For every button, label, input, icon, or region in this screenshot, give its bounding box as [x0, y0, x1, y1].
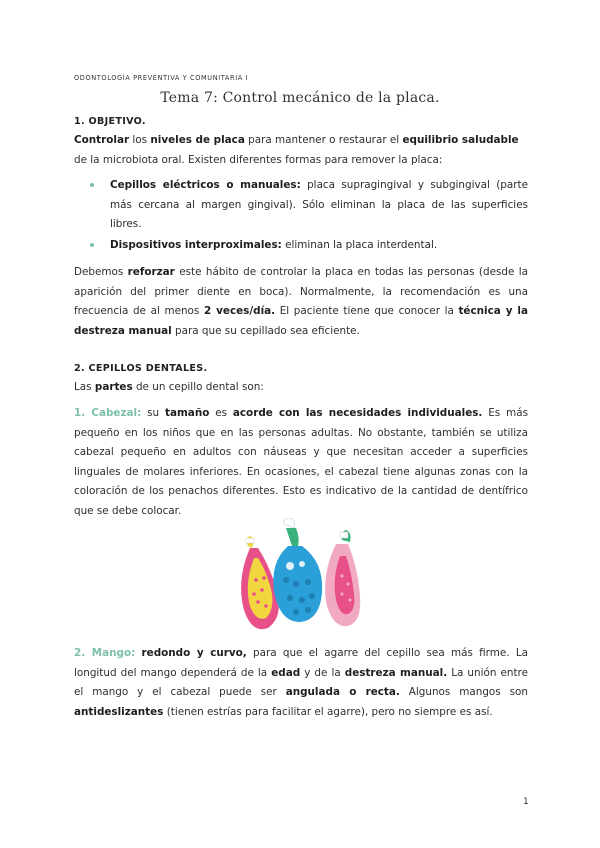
text: es — [209, 407, 233, 419]
list-item — [110, 176, 528, 235]
list-item — [110, 236, 528, 256]
page-header: ODONTOLOGÍA PREVENTIVA Y COMUNITARIA I — [74, 74, 249, 82]
toothbrush-pink — [325, 530, 360, 626]
page-number: 1 — [523, 797, 529, 807]
mango-paragraph — [74, 644, 528, 722]
bold-text: tamaño — [165, 407, 210, 419]
page-title: Tema 7: Control mecánico de la placa. — [160, 90, 440, 106]
text: El paciente tiene que conocer la — [275, 305, 459, 318]
text: La unión entre el mango y el cabezal puede ser — [74, 666, 528, 699]
bold-text: niveles de placa — [150, 134, 245, 146]
bold-text: destreza manual. — [344, 666, 448, 679]
text: para mantener o restaurar el — [244, 134, 403, 146]
bullet-dot — [90, 243, 94, 247]
bold-text: Dispositivos interproximales: — [110, 239, 282, 251]
text: (tienen estrías para facilitar el agarre), pero no siempre es así. — [163, 705, 493, 718]
section-1-paragraph-1 — [74, 131, 528, 170]
cabezal-paragraph — [74, 404, 528, 522]
text: para que el agarre del cepillo sea más firme. La longitud del mango dependerá de la — [74, 647, 528, 679]
toothbrush-heads-image — [230, 518, 370, 638]
text: de la microbiota oral. Existen diferentes formas para remover la placa: — [74, 153, 443, 166]
text: su — [141, 407, 165, 419]
bold-text: angulada o recta. — [285, 686, 400, 699]
bold-text: antideslizantes — [74, 705, 164, 718]
bold-text: partes — [94, 381, 133, 393]
bold-text: acorde con las necesidades individuales. — [232, 407, 483, 419]
mango-label: 2. Mango: — [74, 647, 136, 659]
section-2-heading: 2. CEPILLOS DENTALES. — [74, 363, 208, 374]
section-1-paragraph-2 — [74, 263, 528, 341]
text: Algunos mangos son — [399, 686, 528, 699]
section-1-heading: 1. OBJETIVO. — [74, 116, 146, 127]
text: y de la — [300, 666, 345, 679]
text: Las — [74, 381, 95, 393]
bold-text: redondo y curvo, — [141, 647, 247, 659]
toothbrush-heads-illustration — [230, 518, 370, 638]
bullet-dot — [90, 183, 94, 187]
bold-text: técnica y la destreza manual — [74, 305, 528, 337]
bullet-marker — [90, 183, 96, 189]
bold-text: Cepillos eléctricos o manuales: — [110, 179, 301, 191]
bold-text: 2 veces/día. — [203, 305, 276, 318]
bold-text: edad — [271, 666, 301, 679]
text: de un cepillo dental son: — [132, 381, 264, 393]
cabezal-label: 1. Cabezal: — [74, 407, 142, 419]
bullet-marker — [90, 243, 96, 249]
text: para que su cepillado sea eficiente. — [171, 324, 360, 337]
text: Debemos — [74, 266, 128, 278]
bold-text: equilibrio saludable — [402, 134, 519, 146]
text: los — [129, 134, 151, 146]
text: este hábito de controlar la placa en todas las personas (desde la aparición del primer diente en boca). Normalmente, la recomendación es una frecuencia de al menos — [74, 266, 529, 318]
section-2-intro — [74, 378, 528, 398]
bold-text: Controlar — [74, 134, 130, 146]
text: eliminan la placa interdental. — [281, 239, 438, 251]
text: placa supragingival y subgingival (parte más cercana al margen gingival). Sólo eliminan la placa de las superficies libres. — [110, 179, 528, 231]
text: Es más pequeño en los niños que en las personas adultas. No obstante, también se utiliza cabezal pequeño en adultos con náuseas y que necesitan acceder a superficies linguales de molares inferiores. En ocasiones, el cabezal tiene algunas zonas con la coloración de los penachos diferentes. Esto es indicativo de la cantidad de dentífrico que se debe colocar. — [74, 407, 528, 517]
toothbrush-blue — [273, 518, 322, 622]
toothbrush-yellow-pink — [241, 536, 279, 629]
bold-text: reforzar — [127, 266, 175, 278]
